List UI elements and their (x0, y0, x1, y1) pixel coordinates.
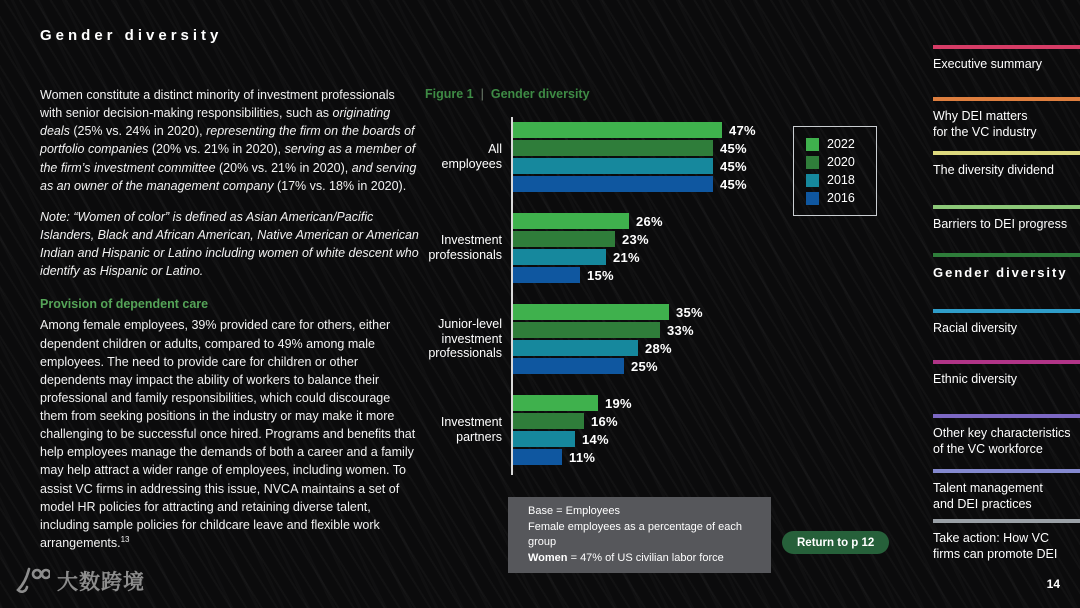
legend-swatch-2022 (806, 138, 819, 151)
legend-swatch-2018 (806, 174, 819, 187)
legend-swatch-2016 (806, 192, 819, 205)
chart-base-note (508, 497, 771, 573)
bar-row (513, 213, 663, 229)
legend-swatch-2020 (806, 156, 819, 169)
chart-legend (793, 126, 877, 216)
chart-y-axis-line (511, 117, 513, 475)
chart-group-bars (513, 122, 756, 192)
metacross-logo-icon (14, 566, 50, 596)
note-paragraph: Note: “Women of color” is defined as Asian American/Pacific Islanders, Black and African American, Native American or American Indian and Hispanic or Latino including women of white descent who identify as Hispanic or Latino. (40, 209, 419, 279)
bar-value-label: 19% (605, 395, 632, 411)
chart-group-investment-professionals (425, 213, 885, 283)
footer-logo-text: 大数跨境 (57, 571, 145, 594)
legend-label: 2016 (827, 191, 855, 205)
bar-value-label: 47% (729, 122, 756, 138)
bar-row (513, 322, 703, 338)
sidebar-item-accent-line (933, 205, 1080, 209)
legend-item-2020 (806, 155, 876, 169)
page-title: Gender diversity (40, 27, 223, 44)
sidebar-item-take-action-how-vc-firms-can-promote-dei[interactable] (933, 519, 1080, 563)
bar-2020-junior-level-investment-professionals (513, 322, 660, 338)
bar-row (513, 267, 663, 283)
bar-2016-all-employees (513, 176, 713, 192)
bar-row (513, 158, 756, 174)
bar-2018-junior-level-investment-professionals (513, 340, 638, 356)
chart-group-label: All employees (441, 142, 502, 171)
intro-paragraph: Women constitute a distinct minority of investment professionals with senior decision-making responsibilities, such as originating deals (25% vs. 24% in 2020), representing the firm on the boards of portfolio companies (20% vs. 21% in 2020), serving as a member of the firm’s investment committee (20% vs. 21% in 2020), and serving as an owner of the management company (17% vs. 18% in 2020). (40, 88, 417, 193)
sidebar-item-executive-summary[interactable] (933, 45, 1080, 72)
chart-group-bars (513, 213, 663, 283)
legend-item-2022 (806, 137, 876, 151)
body-text-column (40, 86, 420, 565)
chart-group-label: Investment professionals (428, 233, 502, 262)
legend-label: 2018 (827, 173, 855, 187)
bar-value-label: 14% (582, 431, 609, 447)
legend-item-2018 (806, 173, 876, 187)
sidebar-item-why-dei-matters-for-the-vc-industry[interactable] (933, 97, 1080, 141)
sidebar-item-label: Talent management and DEI practices (933, 481, 1043, 512)
return-to-page-12-button[interactable]: Return to p 12 (782, 531, 889, 554)
bar-value-label: 45% (720, 140, 747, 156)
bar-value-label: 11% (569, 449, 596, 465)
legend-label: 2022 (827, 137, 855, 151)
sidebar-item-label: Ethnic diversity (933, 372, 1018, 386)
sidebar-item-barriers-to-dei-progress[interactable] (933, 205, 1080, 232)
sidebar-item-label: Barriers to DEI progress (933, 217, 1068, 231)
sidebar-item-accent-line (933, 414, 1080, 418)
sidebar-item-gender-diversity[interactable] (933, 253, 1080, 282)
bar-value-label: 23% (622, 231, 649, 247)
sidebar-item-accent-line (933, 360, 1080, 364)
sidebar-item-the-diversity-dividend[interactable] (933, 151, 1080, 178)
sidebar-item-racial-diversity[interactable] (933, 309, 1080, 336)
bar-2018-investment-partners (513, 431, 575, 447)
sidebar-item-accent-line (933, 519, 1080, 523)
bar-2022-investment-partners (513, 395, 598, 411)
sidebar-item-label: Gender diversity (933, 265, 1068, 280)
page-number: 14 (1046, 577, 1060, 591)
bar-row (513, 358, 703, 374)
bar-value-label: 25% (631, 358, 658, 374)
bar-2020-investment-professionals (513, 231, 615, 247)
sidebar-item-label: Other key characteristics of the VC workforce (933, 426, 1071, 457)
figure-label: Figure 1 (425, 87, 474, 101)
figure-caption (425, 87, 590, 101)
bar-row (513, 340, 703, 356)
bar-2016-investment-professionals (513, 267, 580, 283)
chart-group-bars (513, 304, 703, 374)
bar-2022-investment-professionals (513, 213, 629, 229)
sidebar-item-label: Take action: How VC firms can promote DEI (933, 531, 1058, 562)
bar-row (513, 395, 632, 411)
bar-2016-investment-partners (513, 449, 562, 465)
bar-2018-investment-professionals (513, 249, 606, 265)
bar-2016-junior-level-investment-professionals (513, 358, 624, 374)
chart-group-label: Investment partners (440, 415, 502, 444)
bar-row (513, 122, 756, 138)
sidebar-item-accent-line (933, 469, 1080, 473)
bar-row (513, 413, 632, 429)
bar-2022-all-employees (513, 122, 722, 138)
figure-separator: | (480, 87, 484, 101)
chart-group-junior-level-investment-professionals (425, 304, 885, 374)
chart-group-bars (513, 395, 632, 465)
bar-value-label: 16% (591, 413, 618, 429)
bar-2020-all-employees (513, 140, 713, 156)
legend-item-2016 (806, 191, 876, 205)
sidebar-item-talent-management-and-dei-practices[interactable] (933, 469, 1080, 513)
sidebar-item-label: Executive summary (933, 57, 1043, 71)
bar-row (513, 176, 756, 192)
base-note-line: Base = Employees (528, 505, 621, 517)
footer-logo (14, 566, 145, 596)
sidebar-item-accent-line (933, 45, 1080, 49)
sidebar-item-other-key-characteristics-of-the-vc-workforce[interactable] (933, 414, 1080, 458)
dependent-care-subhead: Provision of dependent care (40, 297, 209, 312)
bar-row (513, 140, 756, 156)
bar-value-label: 21% (613, 249, 640, 265)
bar-value-label: 33% (667, 322, 694, 338)
bar-2018-all-employees (513, 158, 713, 174)
bar-value-label: 28% (645, 340, 672, 356)
legend-label: 2020 (827, 155, 855, 169)
bar-row (513, 231, 663, 247)
chart-group-label: Junior-level investment professionals (428, 316, 502, 361)
base-note-line: Female employees as a percentage of each group (528, 520, 743, 549)
bar-2020-investment-partners (513, 413, 584, 429)
bar-value-label: 45% (720, 158, 747, 174)
dependent-care-paragraph: Among female employees, 39% provided care for others, either dependent children or adults, compared to 49% among male employees. The need to provide care for children or other dependents may impact the ability of workers to balance their professional and family responsibilities, which could discourage them from seeking positions in the industry or may make it more challenging to be successful once hired. Programs and benefits that help employees manage the demands of both a career and a family may help attract a wider range of employees, including women. To assist VC firms in addressing this issue, NVCA maintains a set of model HR policies for attracting and retaining diverse talent, including sample policies for childcare leave and flexible work arrangements.$^{13}$ (40, 318, 416, 551)
sidebar-item-label: Racial diversity (933, 321, 1018, 335)
sidebar-item-accent-line (933, 151, 1080, 155)
bar-value-label: 15% (587, 267, 614, 283)
bar-row (513, 304, 703, 320)
chart-group-investment-partners (425, 395, 885, 465)
sidebar-item-label: Why DEI matters for the VC industry (933, 109, 1037, 140)
sidebar-item-label: The diversity dividend (933, 163, 1054, 177)
bar-value-label: 45% (720, 176, 747, 192)
sidebar-item-accent-line (933, 253, 1080, 257)
bar-value-label: 35% (676, 304, 703, 320)
figure-title-text: Gender diversity (490, 87, 590, 101)
base-note-line: Women = 47% of US civilian labor force (528, 551, 724, 564)
bar-2022-junior-level-investment-professionals (513, 304, 669, 320)
sidebar-item-accent-line (933, 97, 1080, 101)
sidebar-item-accent-line (933, 309, 1080, 313)
bar-row (513, 249, 663, 265)
sidebar-item-ethnic-diversity[interactable] (933, 360, 1080, 387)
bar-row (513, 449, 632, 465)
bar-value-label: 26% (636, 213, 663, 229)
bar-row (513, 431, 632, 447)
